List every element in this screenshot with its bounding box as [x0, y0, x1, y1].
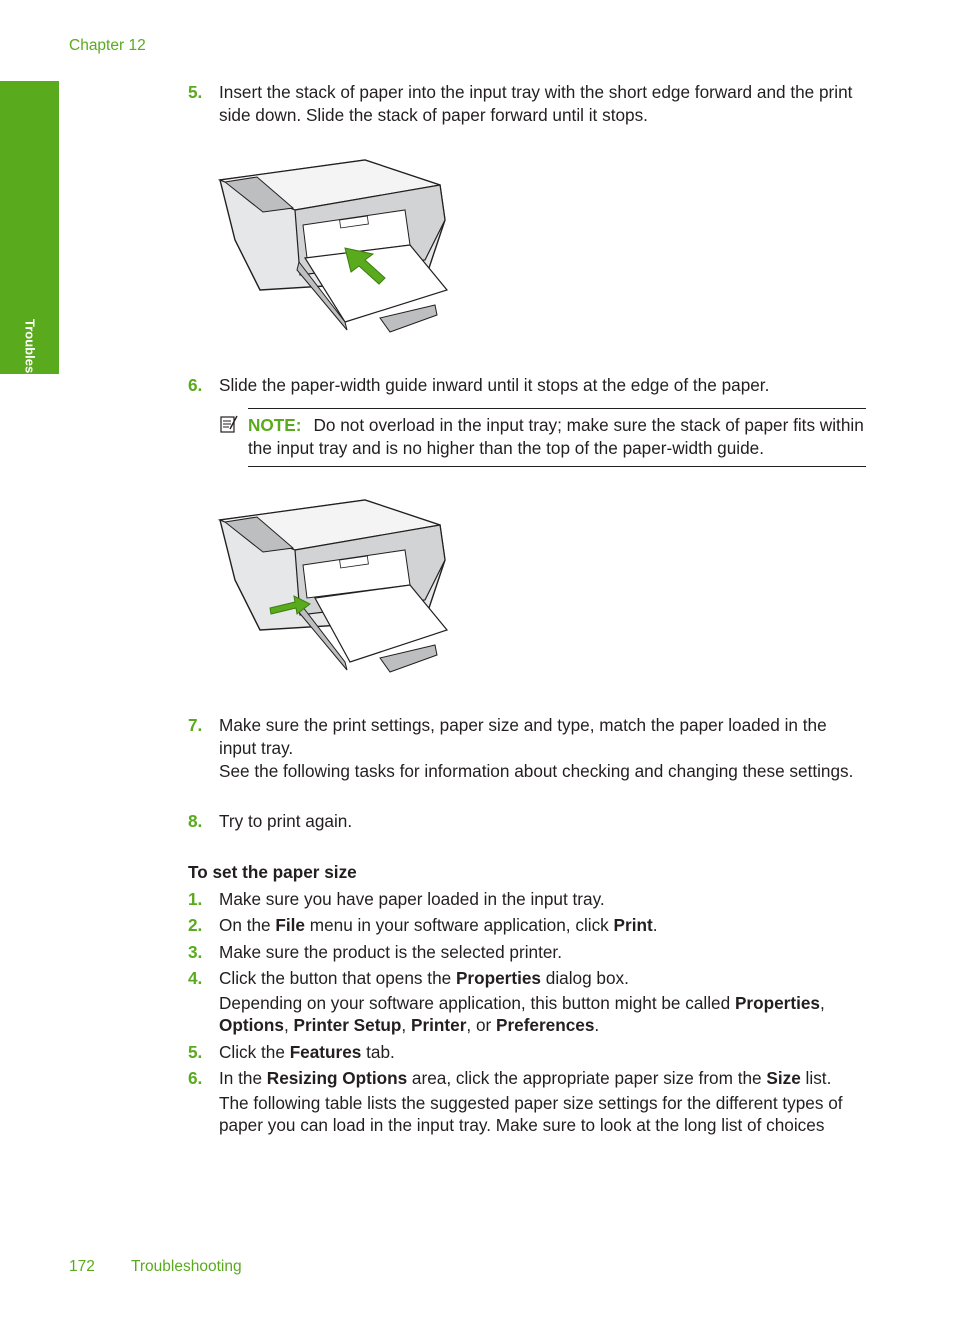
step-number: 6.: [188, 1068, 203, 1088]
step-6: [188, 374, 868, 397]
page-number: 172: [69, 1258, 95, 1275]
step-text: Click the Features tab.: [219, 1042, 395, 1062]
step-number: 3.: [188, 942, 203, 962]
section-heading: To set the paper size: [188, 862, 357, 882]
printer-paper-guide-figure: [215, 490, 455, 680]
step-number: 2.: [188, 915, 203, 935]
step-text: Make sure the print settings, paper size and type, match the paper loaded in the input tray.: [219, 715, 827, 758]
step-text: Click the button that opens the Properties dialog box.: [219, 968, 629, 988]
paper-size-step-6-extra: The following table lists the suggested paper size settings for the different types of paper you can load in the input tray. Make sure to look at the long list of choices: [219, 1093, 843, 1135]
paper-size-step-4: [188, 967, 868, 990]
resizing-options-label: Resizing Options: [266, 1068, 408, 1088]
side-tab-label: Troubleshooting: [22, 319, 38, 421]
note-text: Do not overload in the input tray; make sure the stack of paper fits within the input tray and is no higher than the top of the paper-width guide.: [248, 415, 864, 458]
print-command-label: Print: [613, 915, 653, 935]
step-number: 6.: [188, 375, 203, 395]
step-5: [188, 81, 868, 127]
chapter-header: Chapter 12: [69, 37, 146, 54]
paper-size-step-1: [188, 888, 868, 911]
step-text: Insert the stack of paper into the input tray with the short edge forward and the print side down. Slide the stack of paper forward until it stops.: [219, 82, 853, 125]
note-box: [248, 408, 866, 467]
printer-insert-paper-figure: [215, 150, 455, 340]
properties-label: Properties: [455, 968, 541, 988]
paper-size-step-6: [188, 1067, 868, 1090]
footer-title: Troubleshooting: [131, 1258, 242, 1275]
features-tab-label: Features: [289, 1042, 362, 1062]
step-text: Make sure the product is the selected printer.: [219, 942, 562, 962]
step-text: On the File menu in your software application, click Print.: [219, 915, 658, 935]
step-number: 7.: [188, 715, 203, 735]
file-menu-label: File: [275, 915, 305, 935]
step-extra-text: See the following tasks for information about checking and changing these settings.: [219, 761, 854, 781]
step-text: In the Resizing Options area, click the appropriate paper size from the Size list.: [219, 1068, 832, 1088]
step-number: 5.: [188, 82, 203, 102]
note-label: NOTE:: [248, 415, 302, 435]
paper-size-step-4-extra: Depending on your software application, this button might be called Properties, Options, Printer Setup, Printer, or Preferences.: [219, 993, 825, 1035]
step-number: 5.: [188, 1042, 203, 1062]
step-number: 1.: [188, 889, 203, 909]
paper-size-step-2: [188, 914, 868, 937]
size-list-label: Size: [766, 1068, 801, 1088]
step-number: 8.: [188, 811, 203, 831]
step-text: Make sure you have paper loaded in the input tray.: [219, 889, 605, 909]
note-icon: [219, 414, 239, 434]
step-text: Slide the paper-width guide inward until it stops at the edge of the paper.: [219, 375, 770, 395]
paper-size-step-3: [188, 941, 868, 964]
paper-size-step-5: [188, 1041, 868, 1064]
step-8: [188, 810, 868, 833]
section-side-tab: [0, 81, 59, 421]
step-number: 4.: [188, 968, 203, 988]
step-7: [188, 714, 868, 783]
step-text: Try to print again.: [219, 811, 353, 831]
